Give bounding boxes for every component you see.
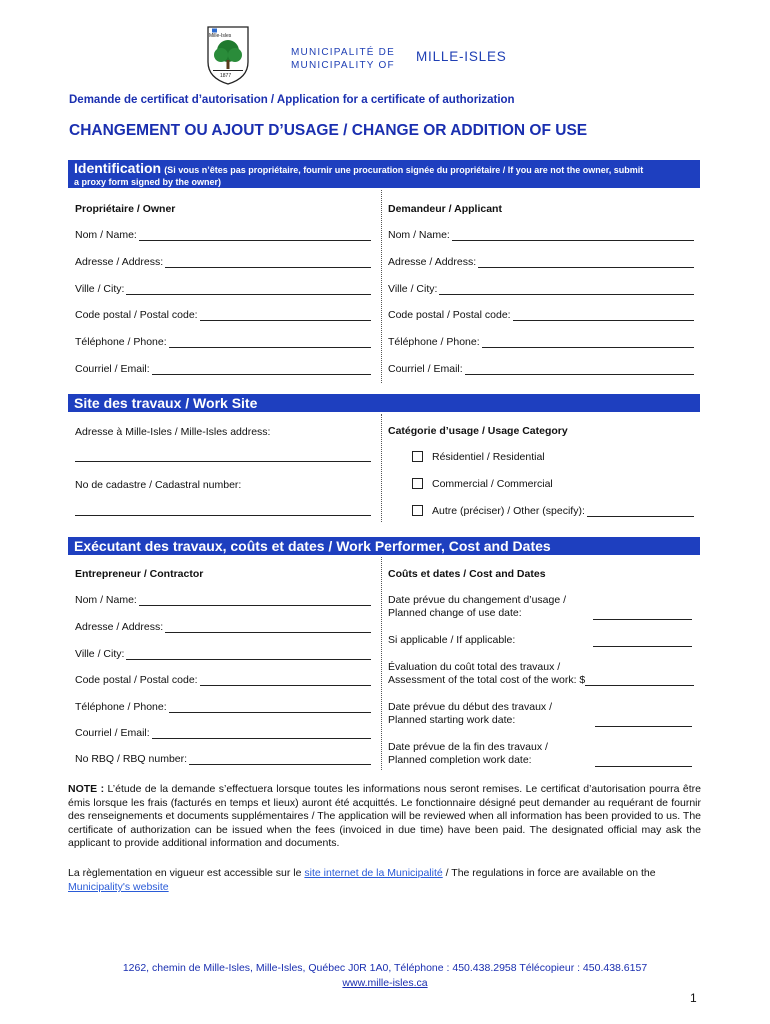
regulation-text-2: / The regulations in force are available on the	[442, 867, 656, 879]
applicant-name-field[interactable]	[388, 229, 694, 241]
contractor-name-label: Nom / Name:	[75, 594, 137, 606]
change-date-label-fr: Date prévue du changement d’usage /	[388, 594, 567, 606]
contractor-address-field[interactable]	[75, 621, 371, 633]
usage-category-heading: Catégorie d’usage / Usage Category	[388, 425, 568, 437]
contractor-phone-field[interactable]	[75, 701, 371, 713]
end-date-label-fr: Date prévue de la fin des travaux /	[388, 741, 548, 753]
start-date-label-en: Planned starting work date:	[388, 714, 516, 726]
regulation-text-1: La règlementation en vigueur est accessible sur le	[68, 867, 305, 879]
change-date-label-en: Planned change of use date:	[388, 607, 522, 619]
identification-note-2: a proxy form signed by the owner)	[74, 177, 222, 187]
applicant-heading: Demandeur / Applicant	[388, 203, 502, 215]
form-subtitle: Demande de certificat d’autorisation / Application for a certificate of authorization	[69, 94, 515, 106]
applicant-city-field[interactable]	[388, 283, 694, 295]
work-site-divider	[381, 414, 382, 522]
municipality-site-link-en[interactable]: Municipality's website	[68, 881, 169, 893]
owner-heading: Propriétaire / Owner	[75, 203, 176, 215]
site-address-input[interactable]	[75, 461, 371, 462]
applicant-email-label: Courriel / Email:	[388, 363, 463, 375]
municipality-label-en: MUNICIPALITY OF	[291, 60, 395, 71]
applicant-email-field[interactable]	[388, 363, 694, 375]
owner-name-field[interactable]	[75, 229, 371, 241]
note-text: L’étude de la demande s’effectuera lorsque toutes les informations nous seront remises. Le certificat d’autorisation pourra être émis lorsque les frais (facturés en temps et lieux) auront été acquittés. Le fonctionnaire désigné peut demander au requérant de fournir des renseignements et documents supplémentaires / The application will be reviewed when all information has been provided to us. The certificate of authorization can be issued when the fees (invoiced in due time) have been paid. The designated official may ask the applicant to provide additional information and documents.	[68, 783, 701, 849]
applicant-phone-field[interactable]	[388, 336, 694, 348]
municipality-name: MILLE-ISLES	[416, 49, 507, 64]
other-label: Autre (préciser) / Other (specify):	[432, 505, 585, 517]
owner-phone-label: Téléphone / Phone:	[75, 336, 167, 348]
regulation-paragraph	[68, 866, 708, 894]
cost-label-fr: Évaluation du coût total des travaux /	[388, 661, 561, 673]
other-checkbox[interactable]	[412, 505, 423, 516]
municipality-label	[291, 46, 395, 72]
end-date-label	[388, 741, 548, 767]
contractor-rbq-label: No RBQ / RBQ number:	[75, 753, 188, 765]
end-date-label-en: Planned completion work date:	[388, 754, 532, 766]
contractor-email-label: Courriel / Email:	[75, 727, 150, 739]
other-specify-field[interactable]	[432, 505, 694, 517]
residential-checkbox[interactable]	[412, 451, 423, 462]
logo-text: Mille-Isles	[209, 33, 232, 39]
identification-note-1: (Si vous n’êtes pas propriétaire, fournir une procuration signée du propriétaire / If you are not the owner, submit	[164, 165, 644, 175]
owner-email-field[interactable]	[75, 363, 371, 375]
identification-section-header	[68, 160, 700, 188]
start-date-input[interactable]	[595, 726, 692, 727]
cost-label	[388, 661, 560, 674]
identification-divider	[381, 190, 382, 383]
if-applicable-input[interactable]	[593, 646, 692, 647]
total-cost-field[interactable]	[388, 674, 694, 686]
work-site-section-header: Site des travaux / Work Site	[68, 394, 700, 412]
applicant-address-field[interactable]	[388, 256, 694, 268]
contractor-heading: Entrepreneur / Contractor	[75, 568, 204, 580]
form-title: CHANGEMENT OU AJOUT D’USAGE / CHANGE OR ADDITION OF USE	[69, 122, 588, 139]
start-date-label-fr: Date prévue du début des travaux /	[388, 701, 553, 713]
applicant-address-label: Adresse / Address:	[388, 256, 477, 268]
change-date-input[interactable]	[593, 619, 692, 620]
contractor-phone-label: Téléphone / Phone:	[75, 701, 167, 713]
site-address-label: Adresse à Mille-Isles / Mille-Isles address:	[75, 426, 271, 438]
note-label: NOTE :	[68, 783, 105, 795]
owner-city-field[interactable]	[75, 283, 371, 295]
cadastre-input[interactable]	[75, 515, 371, 516]
cadastre-label: No de cadastre / Cadastral number:	[75, 479, 242, 491]
owner-address-field[interactable]	[75, 256, 371, 268]
logo-year: 1877	[220, 73, 232, 79]
applicant-phone-label: Téléphone / Phone:	[388, 336, 480, 348]
commercial-checkbox[interactable]	[412, 478, 423, 489]
footer-website-row	[0, 977, 770, 989]
performer-section-header: Exécutant des travaux, coûts et dates / Work Performer, Cost and Dates	[68, 537, 700, 555]
municipality-label-fr: MUNICIPALITÉ DE	[291, 47, 395, 58]
applicant-postal-field[interactable]	[388, 309, 694, 321]
municipality-site-link-fr[interactable]: site internet de la Municipalité	[304, 867, 443, 879]
end-date-input[interactable]	[595, 766, 692, 767]
applicant-city-label: Ville / City:	[388, 283, 438, 295]
contractor-address-label: Adresse / Address:	[75, 621, 164, 633]
cost-label-en: Assessment of the total cost of the work: $	[388, 674, 586, 686]
owner-name-label: Nom / Name:	[75, 229, 137, 241]
note-paragraph	[68, 783, 701, 851]
start-date-label	[388, 701, 552, 727]
identification-heading: Identification	[74, 160, 162, 176]
contractor-rbq-field[interactable]	[75, 753, 371, 765]
change-date-label	[388, 594, 566, 620]
contractor-city-field[interactable]	[75, 648, 371, 660]
contractor-postal-field[interactable]	[75, 674, 371, 686]
contractor-name-field[interactable]	[75, 594, 371, 606]
applicant-postal-label: Code postal / Postal code:	[388, 309, 511, 321]
owner-address-label: Adresse / Address:	[75, 256, 164, 268]
owner-phone-field[interactable]	[75, 336, 371, 348]
performer-divider	[381, 557, 382, 770]
contractor-email-field[interactable]	[75, 727, 371, 739]
commercial-label: Commercial / Commercial	[432, 478, 553, 490]
page-number: 1	[690, 991, 697, 1005]
contractor-city-label: Ville / City:	[75, 648, 125, 660]
residential-label: Résidentiel / Residential	[432, 451, 545, 463]
owner-email-label: Courriel / Email:	[75, 363, 150, 375]
applicant-name-label: Nom / Name:	[388, 229, 450, 241]
contractor-postal-label: Code postal / Postal code:	[75, 674, 198, 686]
footer-website-link[interactable]: www.mille-isles.ca	[342, 977, 428, 989]
owner-city-label: Ville / City:	[75, 283, 125, 295]
owner-postal-label: Code postal / Postal code:	[75, 309, 198, 321]
if-applicable-label: Si applicable / If applicable:	[388, 634, 516, 646]
costs-heading: Coûts et dates / Cost and Dates	[388, 568, 546, 580]
footer-address: 1262, chemin de Mille-Isles, Mille-Isles, Québec J0R 1A0, Téléphone : 450.438.2958 Télécopieur : 450.438.6157	[122, 962, 648, 974]
owner-postal-field[interactable]	[75, 309, 371, 321]
